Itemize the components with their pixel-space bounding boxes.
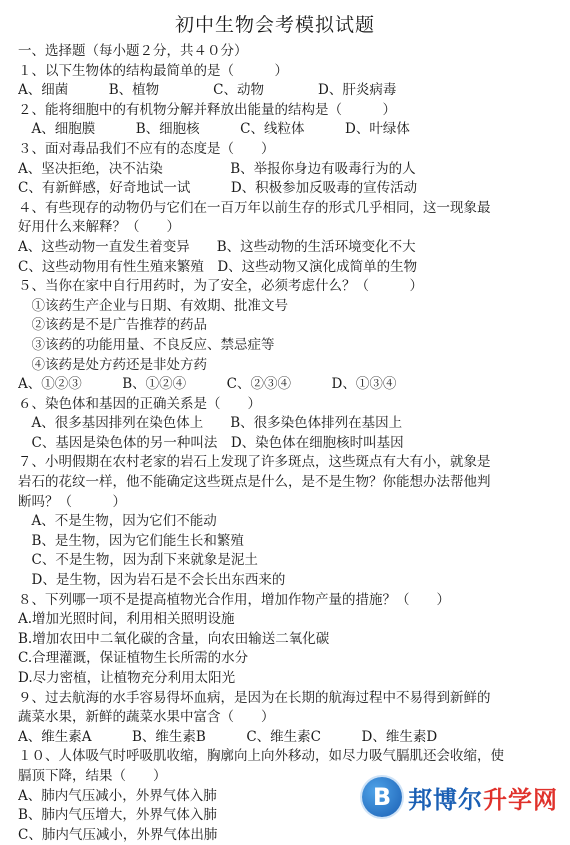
question-8-option-d: D.尽力密植，让植物充分利用太阳光 [18,670,236,686]
question-8-option-c: C.合理灌溉，保证植物生长所需的水分 [18,650,249,667]
question-1: １、以下生物体的结构最简单的是（ ） [18,62,288,79]
page-title: 初中生物会考模拟试题 [174,14,375,36]
watermark-text [408,780,558,815]
b-logo-icon: B [362,777,402,817]
question-4-cont: 好用什么来解释？（ ） [18,219,180,236]
question-7-option-b: B、是生物，因为它们能生长和繁殖 [18,532,244,549]
question-4-options-cd: C、这些动物用有性生殖来繁殖 D、这些动物又演化成简单的生物 [18,258,418,275]
section-heading: 一、选择题（每小题２分，共４０分） [18,43,248,59]
question-3: ３、面对毒品我们不应有的态度是（ ） [18,140,275,157]
question-5-item-2: ②该药是不是广告推荐的药品 [18,317,207,334]
question-6-options-cd: C、基因是染色体的另一种叫法 D、染色体在细胞核时叫基因 [18,434,404,451]
question-4-options-ab: A、这些动物一直发生着变异 B、这些动物的生活环境变化不大 [18,238,416,255]
question-5-item-3: ③该药的功能用量、不良反应、禁忌症等 [18,336,275,353]
watermark-text-main: 邦博尔 [408,785,483,814]
question-7-option-d: D、是生物，因为岩石是不会长出东西来的 [18,572,286,589]
question-10-option-b: B、肺内气压增大，外界气体入肺 [18,807,217,824]
question-5-item-1: ①该药生产企业与日期、有效期、批准文号 [18,297,288,314]
question-10-option-c: C、肺内气压减小，外界气体出肺 [18,826,218,843]
question-10-cont: 膈顶下降，结果（ ） [18,767,167,784]
question-8-option-b: B.增加农田中二氧化碳的含量，向农田输送二氧化碳 [18,630,330,647]
question-5-item-4: ④该药是处方药还是非处方药 [18,356,207,373]
question-3-options-cd: C、有新鲜感，好奇地试一试 D、积极参加反吸毒的宣传活动 [18,180,418,197]
question-1-options: A、细菌 B、植物 C、动物 D、肝炎病毒 [18,82,397,99]
question-5-options: A、①②③ B、①②④ C、②③④ D、①③④ [18,376,397,393]
question-8: ８、下列哪一项不是提高植物光合作用，增加作物产量的措施？（ ） [18,591,450,608]
question-6-options-ab: A、很多基因排列在染色体上 B、很多染色体排列在基因上 [18,415,403,432]
question-10-option-a: A、肺内气压减小，外界气体入肺 [18,787,217,804]
question-10: １０、人体吸气时呼吸肌收缩，胸廓向上向外移动，如尽力吸气膈肌还会收缩，使 [18,748,504,765]
question-6: ６、染色体和基因的正确关系是（ ） [18,395,261,412]
question-2-options: A、细胞膜 B、细胞核 C、线粒体 D、叶绿体 [18,121,410,138]
question-4: ４、有些现存的动物仍与它们在一百万年以前生存的形式几乎相同，这一现象最 [18,199,491,216]
question-9: ９、过去航海的水手容易得坏血病，是因为在长期的航海过程中不易得到新鲜的 [18,689,491,706]
watermark-logo [362,774,558,820]
question-8-option-a: A.增加光照时间，利用相关照明设施 [18,611,235,628]
question-7-cont-2: 断吗？（ ） [18,493,126,510]
question-3-options-ab: A、坚决拒绝，决不沾染 B、举报你身边有吸毒行为的人 [18,160,416,177]
watermark-text-accent: 升学网 [483,785,558,814]
question-7-option-a: A、不是生物，因为它们不能动 [18,513,217,530]
question-2: ２、能将细胞中的有机物分解并释放出能量的结构是（ ） [18,101,396,118]
question-9-cont: 蔬菜水果，新鲜的蔬菜水果中富含（ ） [18,709,275,726]
question-7-option-c: C、不是生物，因为刮下来就象是泥土 [18,552,258,569]
question-7: ７、小明假期在农村老家的岩石上发现了许多斑点，这些斑点有大有小，就象是 [18,454,491,471]
question-5: ５、当你在家中自行用药时，为了安全，必须考虑什么？（ ） [18,278,423,295]
question-9-options: A、维生素A B、维生素B C、维生素C D、维生素D [18,728,438,745]
question-7-cont-1: 岩石的花纹一样，他不能确定这些斑点是什么，是不是生物？你能想办法帮他判 [18,474,491,491]
question-list [18,42,558,845]
